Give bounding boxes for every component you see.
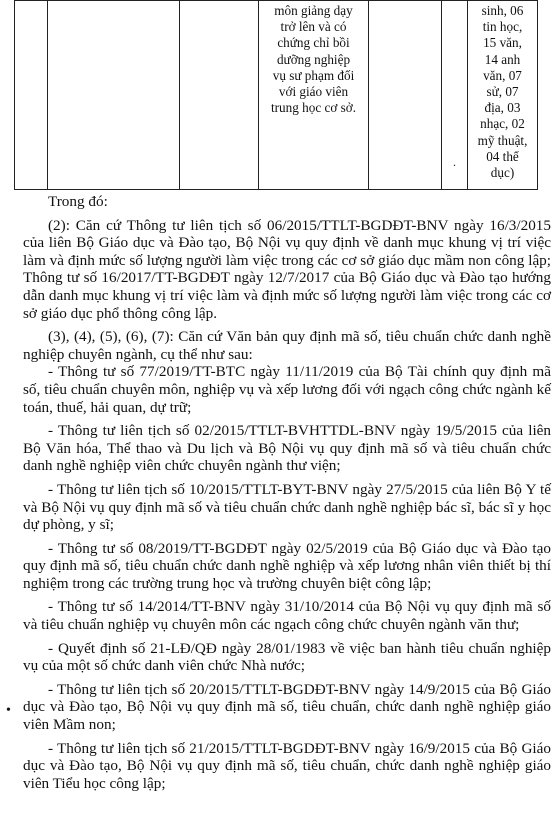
table-cell-requirements: môn giảng dạy trở lên và có chứng chỉ bồi dưỡng nghiệp vụ sư phạm đối với giáo viên trung học cơ sở. (259, 1, 369, 190)
list-item: - Thông tư số 77/2019/TT-BTC ngày 11/11/2019 của Bộ Tài chính quy định mã số, tiêu chuẩn chuyên môn, nghiệp vụ và xếp lương đối với ngạch công chức ngành kế toán, thuế, hải quan, dự trữ; (23, 363, 551, 416)
list-item: - Thông tư liên tịch số 10/2015/TTLT-BYT-BNV ngày 27/5/2015 của liên Bộ Y tế và Bộ Nội vụ quy định mã số và tiêu chuẩn chức danh nghề nghiệp bác sĩ, bác sĩ y học dự phòng, y sĩ; (23, 480, 551, 534)
note-3-7-paragraph: (3), (4), (5), (6), (7): Căn cứ Văn bản quy định mã số, tiêu chuẩn chức danh nghề nghiệp chuyên ngành, cụ thể như sau: (23, 328, 551, 363)
list-item: - Thông tư liên tịch số 21/2015/TTLT-BGDĐT-BNV ngày 16/9/2015 của Bộ Giáo dục và Đào tạo, Bộ Nội vụ quy định mã số, tiêu chuẩn, chức danh nghề nghiệp giáo viên Tiểu học công lập; (23, 739, 551, 792)
staffing-table-fragment (14, 0, 538, 190)
note-2-paragraph: (2): Căn cứ Thông tư liên tịch số 06/2015/TTLT-BGDĐT-BNV ngày 16/3/2015 của liên Bộ Giáo dục và Đào tạo, Bộ Nội vụ quy định về danh mục khung vị trí việc làm và định mức số lượng người làm việc trong các cơ sở giáo dục mầm non công lập; Thông tư số 16/2017/TT-BGDĐT ngày 12/7/2017 của Bộ Giáo dục và Đào tạo hướng dẫn danh mục khung vị trí việc làm và định mức số lượng người làm việc trong các cơ sở giáo dục phổ thông công lập. (23, 216, 551, 322)
list-item: - Quyết định số 21-LĐ/QĐ ngày 28/01/1983 về việc ban hành tiêu chuẩn nghiệp vụ của một số chức danh viên chức Nhà nước; (23, 639, 551, 675)
list-item: - Thông tư liên tịch số 20/2015/TTLT-BGDĐT-BNV ngày 14/9/2015 của Bộ Giáo dục và Đào tạo, Bộ Nội vụ quy định mã số, tiêu chuẩn, chức danh nghề nghiệp giáo viên Mầm non; (23, 680, 551, 734)
table-cell-5 (369, 1, 442, 190)
document-body (23, 193, 551, 792)
cell-dot-mark: . (453, 155, 456, 169)
table-cell-6 (442, 1, 468, 190)
table-cell-1 (15, 1, 48, 190)
list-item: - Thông tư số 08/2019/TT-BGDĐT ngày 02/5/2019 của Bộ Giáo dục và Đào tạo quy định mã số, tiêu chuẩn chức danh nghề nghiệp và xếp lương nhân viên thiết bị thí nghiệm trong các trường trung học và trường chuyên biệt công lập; (23, 539, 551, 592)
table-cell-3 (180, 1, 259, 190)
list-item: - Thông tư số 14/2014/TT-BNV ngày 31/10/2014 của Bộ Nội vụ quy định mã số và tiêu chuẩn nghiệp vụ chuyên môn các ngạch công chức chuyên ngành văn thư; (23, 598, 551, 634)
table-cell-headcount-breakdown: sinh, 06 tin học, 15 văn, 14 anh văn, 07 sử, 07 địa, 03 nhạc, 02 mỹ thuật, 04 thể dục) (468, 1, 538, 190)
trong-do-heading: Trong đó: (48, 193, 108, 210)
table-cell-2 (48, 1, 180, 190)
list-item: - Thông tư liên tịch số 02/2015/TTLT-BVHTTDL-BNV ngày 19/5/2015 của liên Bộ Văn hóa, Thể thao và Du lịch và Bộ Nội vụ quy định mã số và tiêu chuẩn chức danh nghề nghiệp viên chức chuyên ngành thư viện; (23, 422, 551, 475)
margin-dot: • (6, 703, 11, 718)
